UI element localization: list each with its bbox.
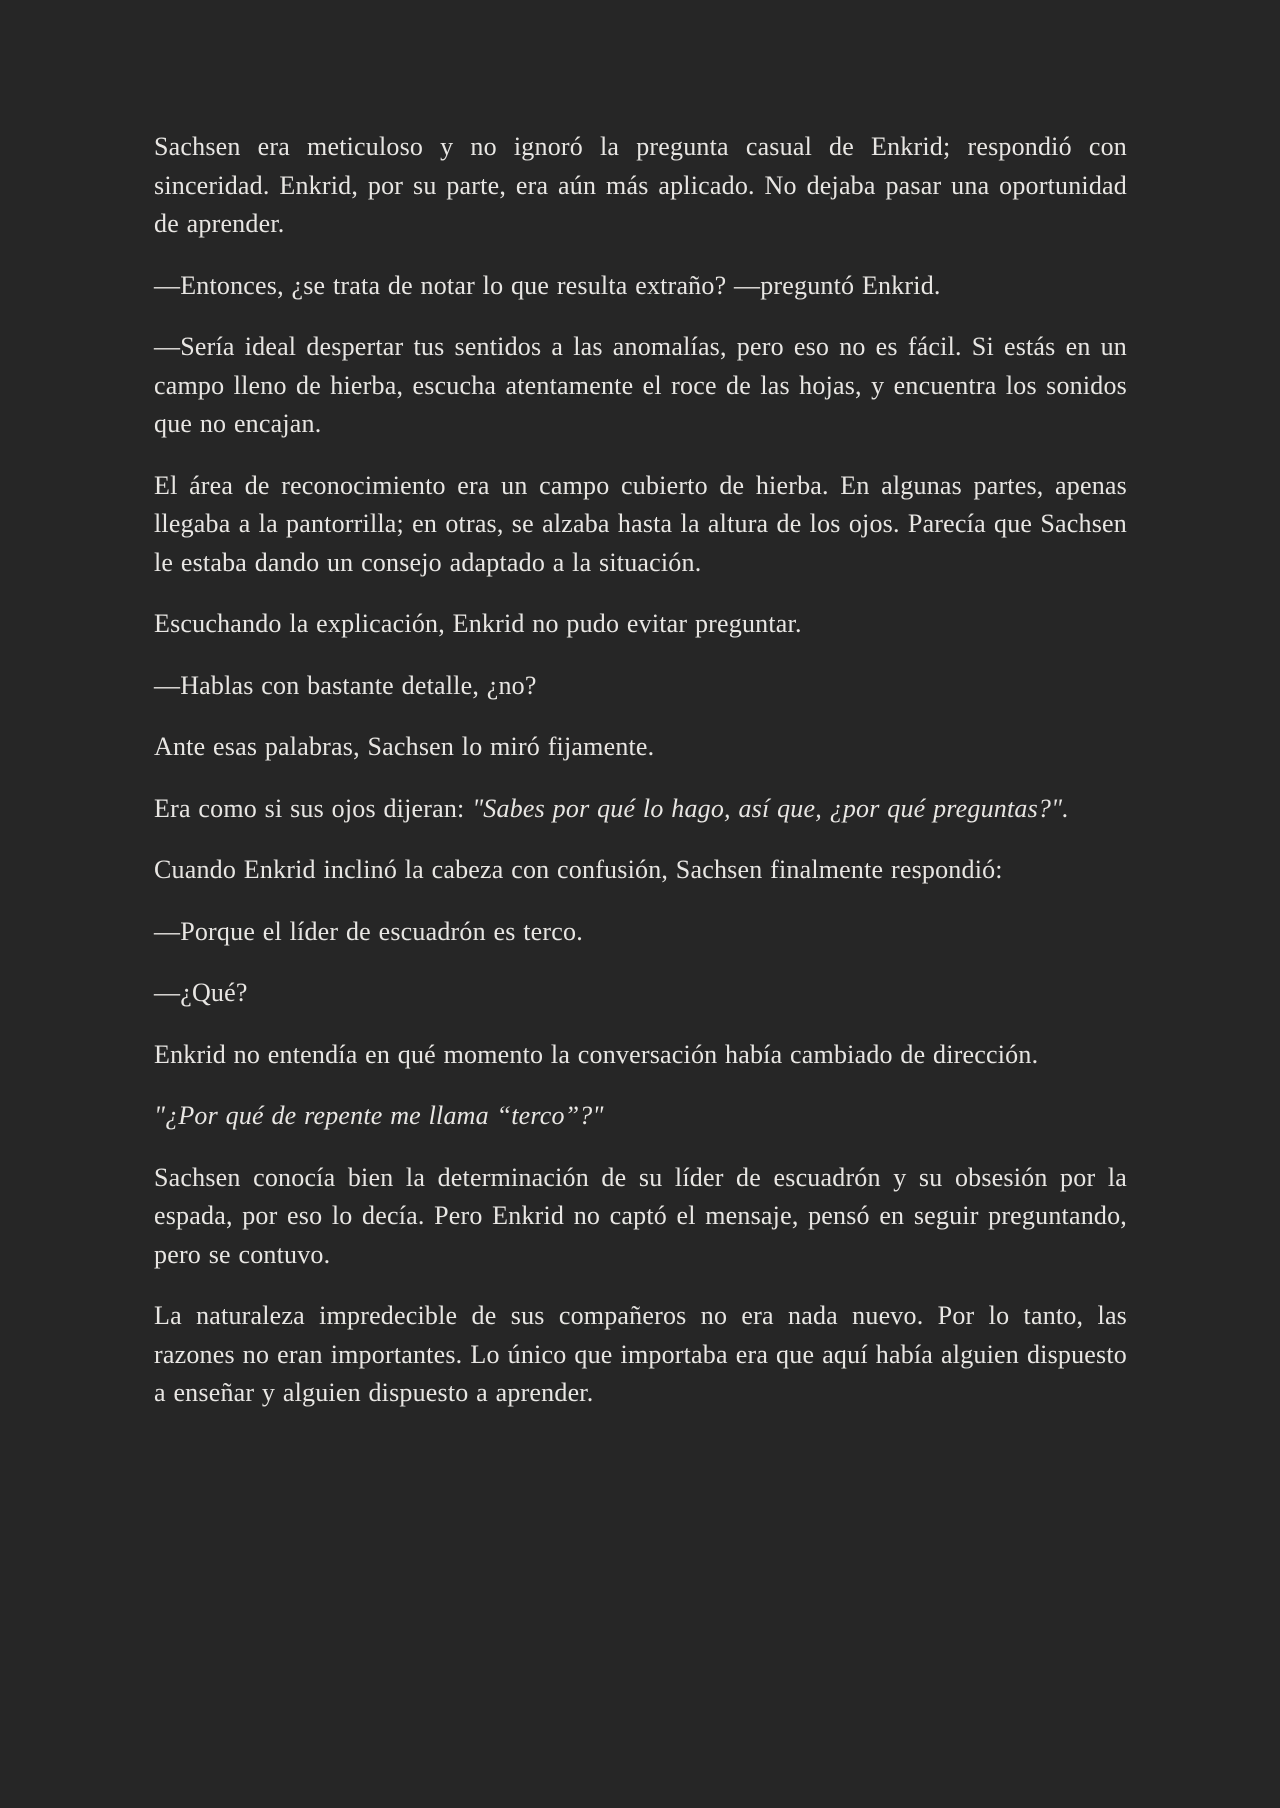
paragraph-text: Sachsen conocía bien la determinación de su líder de escuadrón y su obsesión por la espada, por eso lo decía. Pero Enkrid no captó el mensaje, pensó en seguir preguntando, pero se contuvo. [154, 1162, 1127, 1269]
paragraph [154, 1097, 1127, 1136]
paragraph-text: Sachsen era meticuloso y no ignoró la pregunta casual de Enkrid; respondió con sinceridad. Enkrid, por su parte, era aún más aplicado. No dejaba pasar una oportunidad de aprender. [154, 132, 1127, 238]
paragraph-text: —Hablas con bastante detalle, ¿no? [154, 670, 537, 700]
paragraph-text: Era como si sus ojos dijeran: [154, 793, 473, 823]
paragraph-text-italic: "Sabes por qué lo hago, así que, ¿por qué preguntas?". [472, 793, 1069, 823]
paragraph [154, 1036, 1127, 1075]
paragraph [154, 267, 1127, 306]
paragraph-text: Escuchando la explicación, Enkrid no pudo evitar preguntar. [154, 609, 802, 638]
paragraph-text: —Porque el líder de escuadrón es terco. [154, 916, 583, 946]
paragraph [154, 851, 1127, 890]
paragraph [154, 605, 1127, 644]
paragraph [154, 974, 1127, 1013]
paragraph-text: Enkrid no entendía en qué momento la conversación había cambiado de dirección. [154, 1039, 1039, 1069]
paragraph-text-italic: "¿Por qué de repente me llama “terco”?" [154, 1101, 604, 1130]
paragraph [154, 467, 1127, 583]
paragraph [154, 1297, 1127, 1413]
paragraph-text: El área de reconocimiento era un campo cubierto de hierba. En algunas partes, apenas llegaba a la pantorrilla; en otras, se alzaba hasta la altura de los ojos. Parecía que Sachsen le estaba dando un consejo adaptado a la situación. [154, 470, 1127, 577]
paragraph-text: —Entonces, ¿se trata de notar lo que resulta extraño? —preguntó Enkrid. [154, 270, 941, 300]
paragraph [154, 728, 1127, 767]
paragraph-text: —¿Qué? [154, 978, 248, 1007]
paragraph-text: Ante esas palabras, Sachsen lo miró fijamente. [154, 732, 655, 761]
paragraph [154, 1159, 1127, 1275]
paragraph [154, 667, 1127, 706]
paragraph [154, 328, 1127, 444]
paragraph-text: La naturaleza impredecible de sus compañeros no era nada nuevo. Por lo tanto, las razones no eran importantes. Lo único que importaba era que aquí había alguien dispuesto a enseñar y alguien dispuesto a aprender. [154, 1301, 1127, 1407]
paragraph [154, 128, 1127, 244]
paragraph [154, 790, 1127, 829]
paragraph [154, 913, 1127, 952]
paragraph-text: —Sería ideal despertar tus sentidos a las anomalías, pero eso no es fácil. Si estás en un campo lleno de hierba, escucha atentamente el roce de las hojas, y encuentra los sonidos que no encajan. [154, 332, 1127, 438]
paragraph-text: Cuando Enkrid inclinó la cabeza con confusión, Sachsen finalmente respondió: [154, 855, 1003, 884]
